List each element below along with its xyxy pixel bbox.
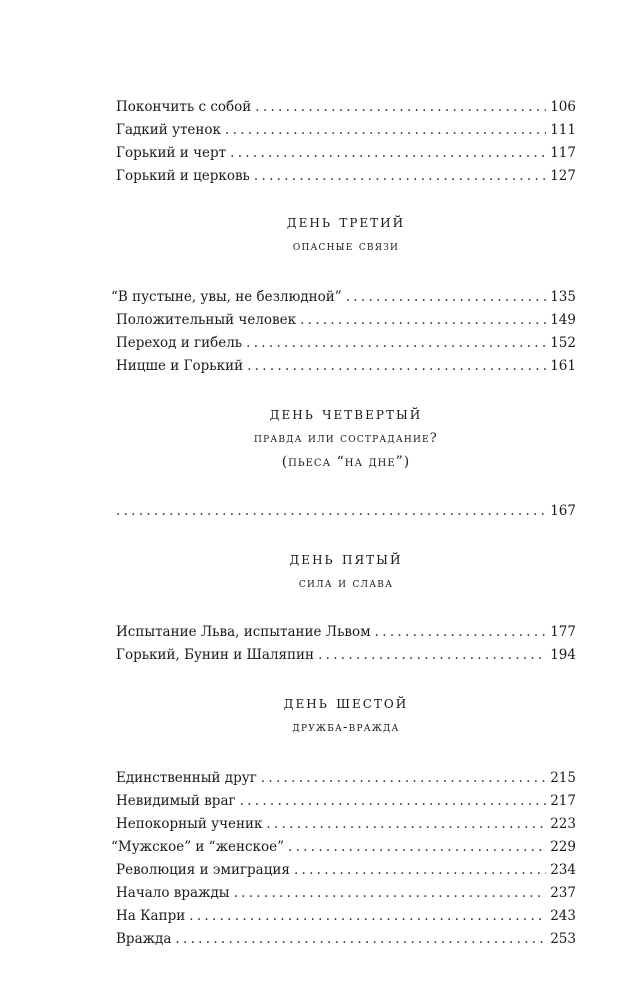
dot-leader bbox=[116, 500, 546, 523]
dot-leader bbox=[261, 767, 546, 790]
entry-page: 111 bbox=[550, 122, 576, 138]
entry-page: 194 bbox=[550, 647, 576, 663]
day-subtitle: сила и слава bbox=[298, 576, 394, 591]
entry-title: Горький и церковь bbox=[116, 168, 250, 184]
entries-day-six bbox=[111, 767, 576, 951]
entries-top bbox=[116, 96, 576, 188]
dot-leader bbox=[255, 96, 546, 119]
entry-page: 127 bbox=[550, 168, 576, 184]
dot-leader bbox=[246, 332, 546, 355]
dot-leader bbox=[254, 165, 546, 188]
day-title: день четвертый bbox=[269, 404, 423, 424]
day-three-heading bbox=[116, 208, 576, 258]
day-title: день третий bbox=[286, 212, 406, 232]
toc-entry bbox=[116, 355, 576, 378]
entry-page: 117 bbox=[550, 145, 576, 161]
entry-title: Непокорный ученик bbox=[116, 816, 263, 832]
entry-title: Вражда bbox=[116, 931, 172, 947]
dot-leader bbox=[288, 836, 546, 859]
toc-entry bbox=[116, 309, 576, 332]
entry-page: 243 bbox=[550, 908, 576, 924]
dot-leader bbox=[234, 882, 547, 905]
entries-day-four bbox=[116, 500, 576, 523]
entry-title: “В пустыне, увы, не безлюдной” bbox=[111, 289, 342, 305]
toc-entry bbox=[116, 767, 576, 790]
entries-day-five bbox=[116, 621, 576, 667]
dot-leader bbox=[300, 309, 546, 332]
entry-page: 237 bbox=[550, 885, 576, 901]
entry-page: 135 bbox=[550, 289, 576, 305]
day-title: день шестой bbox=[283, 693, 409, 713]
entry-page: 177 bbox=[550, 624, 576, 640]
toc-entry bbox=[116, 644, 576, 667]
entry-title: Испытание Льва, испытание Львом bbox=[116, 624, 371, 640]
entry-page: 253 bbox=[550, 931, 576, 947]
entry-title: Покончить с собой bbox=[116, 99, 252, 115]
entry-page: 234 bbox=[550, 862, 576, 878]
dot-leader bbox=[294, 859, 546, 882]
entry-page: 167 bbox=[550, 503, 576, 519]
entry-title: Революция и эмиграция bbox=[116, 862, 290, 878]
toc-entry bbox=[116, 790, 576, 813]
day-six-heading bbox=[116, 689, 576, 739]
entry-title: Невидимый враг bbox=[116, 793, 236, 809]
day-subtitle: опасные связи bbox=[292, 239, 400, 254]
toc-entry bbox=[116, 500, 576, 523]
dot-leader bbox=[318, 644, 546, 667]
entry-page: 215 bbox=[550, 770, 576, 786]
toc-entry bbox=[111, 836, 576, 859]
day-five-heading bbox=[116, 545, 576, 595]
table-of-contents bbox=[111, 96, 576, 951]
dot-leader bbox=[225, 119, 546, 142]
day-note: (пьеса “на дне”) bbox=[281, 454, 411, 470]
toc-entry bbox=[116, 142, 576, 165]
entry-title: Переход и гибель bbox=[116, 335, 243, 351]
dot-leader bbox=[375, 621, 547, 644]
entry-title: Горький и черт bbox=[116, 145, 227, 161]
dot-leader bbox=[230, 142, 546, 165]
dot-leader bbox=[240, 790, 547, 813]
toc-entry bbox=[116, 119, 576, 142]
toc-entry bbox=[116, 813, 576, 836]
entries-day-three bbox=[111, 286, 576, 378]
entry-page: 161 bbox=[550, 358, 576, 374]
dot-leader bbox=[247, 355, 546, 378]
dot-leader bbox=[346, 286, 547, 309]
entry-title: “Мужское” и “женское” bbox=[111, 839, 285, 855]
entry-title: Горький, Бунин и Шаляпин bbox=[116, 647, 315, 663]
dot-leader bbox=[266, 813, 546, 836]
entry-title: Положительный человек bbox=[116, 312, 297, 328]
entry-page: 217 bbox=[550, 793, 576, 809]
entry-page: 152 bbox=[550, 335, 576, 351]
day-title: день пятый bbox=[289, 549, 403, 569]
toc-entry bbox=[111, 286, 576, 309]
entry-title: Начало вражды bbox=[116, 885, 230, 901]
dot-leader bbox=[175, 928, 546, 951]
entry-title: На Капри bbox=[116, 908, 186, 924]
toc-entry bbox=[116, 332, 576, 355]
dot-leader bbox=[189, 905, 546, 928]
entry-page: 229 bbox=[550, 839, 576, 855]
entry-title: Ницше и Горький bbox=[116, 358, 244, 374]
entry-title: Гадкий утенок bbox=[116, 122, 221, 138]
day-subtitle: дружба-вражда bbox=[292, 720, 400, 735]
day-subtitle: правда или сострадание? bbox=[254, 431, 438, 446]
toc-entry bbox=[116, 905, 576, 928]
toc-entry bbox=[116, 96, 576, 119]
toc-entry bbox=[116, 165, 576, 188]
entry-page: 223 bbox=[550, 816, 576, 832]
toc-entry bbox=[116, 882, 576, 905]
toc-entry bbox=[116, 621, 576, 644]
entry-page: 106 bbox=[550, 99, 576, 115]
entry-page: 149 bbox=[550, 312, 576, 328]
entry-title: Единственный друг bbox=[116, 770, 257, 786]
toc-entry bbox=[116, 859, 576, 882]
day-four-heading bbox=[116, 400, 576, 474]
toc-entry bbox=[116, 928, 576, 951]
